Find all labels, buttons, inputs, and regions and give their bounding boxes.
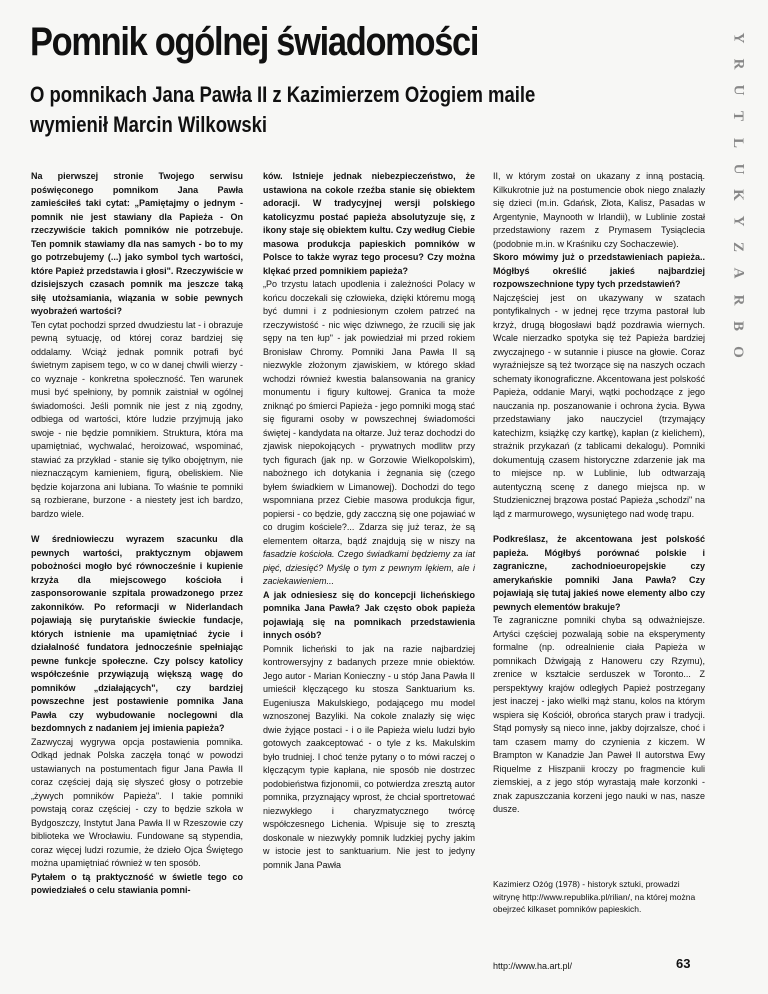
- side-letter: Y: [730, 215, 746, 227]
- question: Pytałem o tą praktyczność w świetle tego co powiedziałeś o celu stawiania pomni-: [31, 871, 243, 895]
- side-letter: K: [729, 189, 746, 201]
- side-letter: T: [729, 111, 746, 122]
- question: ków. Istnieje jednak niebezpieczeństwo, że ustawiona na cokole rzeźba stanie się obiektem adoracji. W tradycyjnej wersji polskiego katolicyzmu postać papieża absolutyzuje się, z ikony staje się obiektem kultu. Czy według Ciebie masowa produkcja papieskich pomników w Polsce to także wyraz tego procesu? Czy można klękać przed pomnikiem papieża?: [263, 171, 475, 276]
- answer: II, w którym został on ukazany z inną postacią. Kilkukrotnie już na postumencie obok niego znalazły się dzieci (m.in. Gdańsk, Złota, Kalisz, Pasadas w Argentynie, Maynooth w Irlandii), w Lublinie został przedstawiony razem z Prymasem Tysiąclecia (podobnie m.in. w Kraśniku czy Sochaczewie).: [493, 171, 705, 249]
- question: W średniowieczu wyrazem szacunku dla pewnych wartości, praktycznym objawem pobożności mogło być równocześnie i kupienie krzyża dla miejscowego kościoła i zasponsorowanie szpitala prowadzonego przez zakonników. Po reformacji w Niderlandach pojawiają się purytańskie świeckie fundacje, których istnienie ma upamiętniać życie i działalność fundatora jednocześnie spełniając pewne funkcje społeczne. Czy polscy katolicy współcześnie przywiązują większą wagę do pomników „działających", czy bardziej powszechne jest postawienie pomnika Jana Pawła czy wybudowanie noclegowni dla bezdomnych z nadaniem jej imienia papieża?: [31, 534, 243, 733]
- article-title: Pomnik ogólnej świadomości: [30, 20, 479, 64]
- text-column-3: [493, 170, 705, 823]
- question: Na pierwszej stronie Twojego serwisu poświęconego pomnikom Jana Pawła zamieściłeś taki cytat: „Pamiętajmy o jednym - pomnik nie jest stawiany dla Papieża - On rzeczywiście takich pomników nie potrzebuje. Ten pomnik stawiamy dla nas samych - bo to my go potrzebujemy (...) jako symbol tych wartości, które Papież przedstawia i głosi". Rzeczywiście w dzisiejszych czasach pomnik ma jeszcze taką siłę utożsamiania, wiązania w sobie pewnych wyobrażeń wartości?: [31, 171, 243, 316]
- article-subtitle: O pomnikach Jana Pawła II z Kazimierzem Ożogiem maile wymienił Marcin Wilkowski: [30, 82, 536, 137]
- answer-text: „Po trzystu latach upodlenia i zależności Polacy w końcu doczekali się człowieka, dzięki któremu mogą być dumni i z podniesionym czołem patrzeć na rzeczywistość - nic więc dziwnego, że rzucili się jak sępy na ten łup" - jak powiedział mi przed rokiem Bronisław Chromy. Pomniki Jana Pawła II są niezwykle złożonym zjawiskiem, w którego skład wchodzi również kwestia balansowania na granicy monumentu i figury kultowej. Granica ta może zniknąć po śmierci Papieża - jego pomniki mogą stać się figurami osoby w powszechnej świadomości świętej - kandydata na ołtarze. Już teraz dochodzi do zjawisk niepokojących - prywatnych modlitw przy tych figurach (jak np. w Gorzowie Wielkopolskim), nabożnego ich dotykania i żegnania się (czego byłem świadkiem w Limanowej). Dochodzi do tego wspomniana przez Ciebie masowa produkcja figur, popiersi - co będzie, gdy zacczną się one pojawiać w co drugim kościele?... Zdarza się już teraz, że są elementem ołtarza, bądź znajdują się w niszy na: [263, 279, 475, 546]
- side-letter: L: [729, 137, 746, 148]
- question: Podkreślasz, że akcentowana jest polskość papieża. Mógłbyś porównać polskie i zagraniczne, zachodnioeuropejskie czy amerykańskie pomniki Jana Pawła? Czy pojawiają się tutaj jakieś nowe elementy albo czy pewnych elementów brakuje?: [493, 534, 705, 612]
- side-letter: Y: [730, 32, 746, 44]
- side-letter: A: [730, 267, 746, 279]
- answer: Te zagraniczne pomniki chyba są odważniejsze. Artyści częściej pozwalają sobie na eksperymenty formalne (np. odrealnienie ciała Papieża w pomnikach Dżwigają z Hanoweru czy Rzymu), zrenice w kształcie serduszek w Toronto... Z perspektywy krajów odległych Papież postrzegany jest inaczej - jako wielki mąż stanu, kolos na którym wspiera się Kościół, obrońca starych praw i tradycji. Stąd pomysły są nieco inne, jakby dojrzalsze, choć i tam czasem mamy do czynienia z kiczem. W Brampton w Kanadzie Jan Paweł II autorstwa Ewy Riquelme z Hiszpanii kroczy po fragmencie kuli ziemskiej, a z jego stóp wyrastają małe korzonki - znak zapuszczania korzeni jego nauki w nas, nasze dusze.: [493, 615, 705, 814]
- answer-italic: fasadzie kościoła. Czego świadkami będziemy za iat pięć, dziesięć? Myślę o tym z pewnym lękiem, ale i zaciekawieniem...: [263, 549, 475, 586]
- side-letter: B: [729, 320, 746, 331]
- answer: Ten cytat pochodzi sprzed dwudziestu lat - i obrazuje pewną sytuację, od której coraz bardziej się oddalamy. Wciąż jednak pomnik potrafi być świetnym zapisem tego, w co w danej chwili wierzy - co wyznaje - konkretna społeczność. Ten warunek musi być spełniony, by pomnik zaistniał w ogólnej świadomości. Jeśli pomnik nie jest z nią zgodny, odbiega od wartości, które ludzie przyjmują jako swoje - nie będzie pomnikiem. Struktura, która ma upamiętniać, wychwalać, heroizować, wspominać, stawiać za przykład - stanie się tylko obojętnym, nie nieznaczącym kamieniem, figurą, obeliskiem. Nie będzie kojarzona ani lubiana. To właśnie te pomniki są rozbierane, burzone - a niestety jest ich bardzo, bardzo wiele.: [31, 319, 243, 519]
- text-column-2: [263, 170, 475, 878]
- footer-url: http://www.ha.art.pl/: [493, 961, 573, 971]
- question: Skoro mówimy już o przedstawieniach papieża.. Mógłbyś określić jakieś najbardziej rozpowszechnione typy tych przedstawień?: [493, 252, 705, 289]
- author-note: Kazimierz Ożóg (1978) - historyk sztuki, prowadzi witrynę http://www.republika.pl/rilian/, na której można obejrzeć kilkaset pomników papieskich.: [493, 879, 696, 914]
- answer: Pomnik licheński to jak na razie najbardziej kontrowersyjny z badanych przeze mnie obiektów. Jego autor - Marian Konieczny - u stóp Jana Pawła II umieścił klęczącego ku stosza Sanktuarium ks. Eugeniusza Makulskiego, podającego mu model wznoszonej Bazyliki. Na cokole znalazły się więc dwie żyjące postaci - i o ile Papieża wielu ludzi było gotowych zaakceptować - o tyle z ks. Makulskim było trudniej. I choć tenże pytany o to mówi raczej o klęczącym typie kapłana, nie sposób nie dostrzec podobieństwa fizjonomii, co potwierdza zresztą autor pomnika, przyznający wprost, że chciał sportretować niezwykłego i charyzmatycznego twórcę współczesnego Lichenia. Wpisuje się to zresztą doskonale w niezwykły pomnik ludzkiej pychy jakim w istocie jest to sanktuarium. Nie jest to jedyny pomnik Jana Pawła: [263, 643, 475, 870]
- answer: Najczęściej jest on ukazywany w szatach pontyfikalnych - w jednej ręce trzyma pastorał lub krzyż, drugą błogosławi bądź pozdrawia wiernych. Wcale nierzadko spotyka się też Papieża bardziej zwyczajnego - w sutannie i piusce na głowie. Coraz wyraźniejsze są też tworzące się na naszych oczach schematy ikonograficzne. Akcentowana jest polskość Papieża, oddanie Maryi, wątki pochodzące z jego nauczania np. poszanowanie i ochrona życia. Bywa przedstawiany jako nauczyciel (trzymający katechizm, książkę czy kartkę), kapłan (z kielichem), strażnik przykazań (z tablicami dekalogu). Pomniki dokumentują czasem historyczne zdarzenie jak ma to miejsce np. w Lublinie, lub odtwarzają autentyczną scenę z danego miejsca np. w Studzienicznej brązowa postać Papieża „schodzi" na ląd z marmurowego, wysuniętego nad wodę trapu.: [493, 292, 705, 519]
- answer: [263, 278, 475, 589]
- side-letter: Z: [729, 242, 746, 253]
- page-number: 63: [676, 956, 691, 971]
- side-letter: U: [730, 163, 746, 175]
- text-column-1: [31, 170, 243, 904]
- side-letter: O: [729, 346, 746, 358]
- question: A jak odniesiesz się do koncepcji licheńskiego pomnika Jana Pawła? Jak często obok papieża pojawiają się na pomnikach przedstawienia innych osób?: [263, 589, 475, 640]
- side-letter: U: [730, 84, 746, 96]
- section-label-vertical: [716, 30, 760, 360]
- side-letter: R: [730, 58, 746, 70]
- side-letter: R: [730, 294, 746, 305]
- answer: Zazwyczaj wygrywa opcja postawienia pomnika. Odkąd jednak Polska zaczęła tonąć w powodzi ustawianych na postumentach figur Jana Pawła II coraz częściej dają się słyszeć głosy o potrzebie „żywych pomników Papieża". I takie pomniki powstają coraz częściej - czy to będzie szkoła w Bydgoszczy, Instytut Jana Pawła II w Rzeszowie czy biblioteka we Wrocławiu. Fundowane są stypendia, coraz więcej ludzi rozumie, że dzieło Ojca Świętego można upamiętniać również w ten sposób.: [31, 736, 243, 868]
